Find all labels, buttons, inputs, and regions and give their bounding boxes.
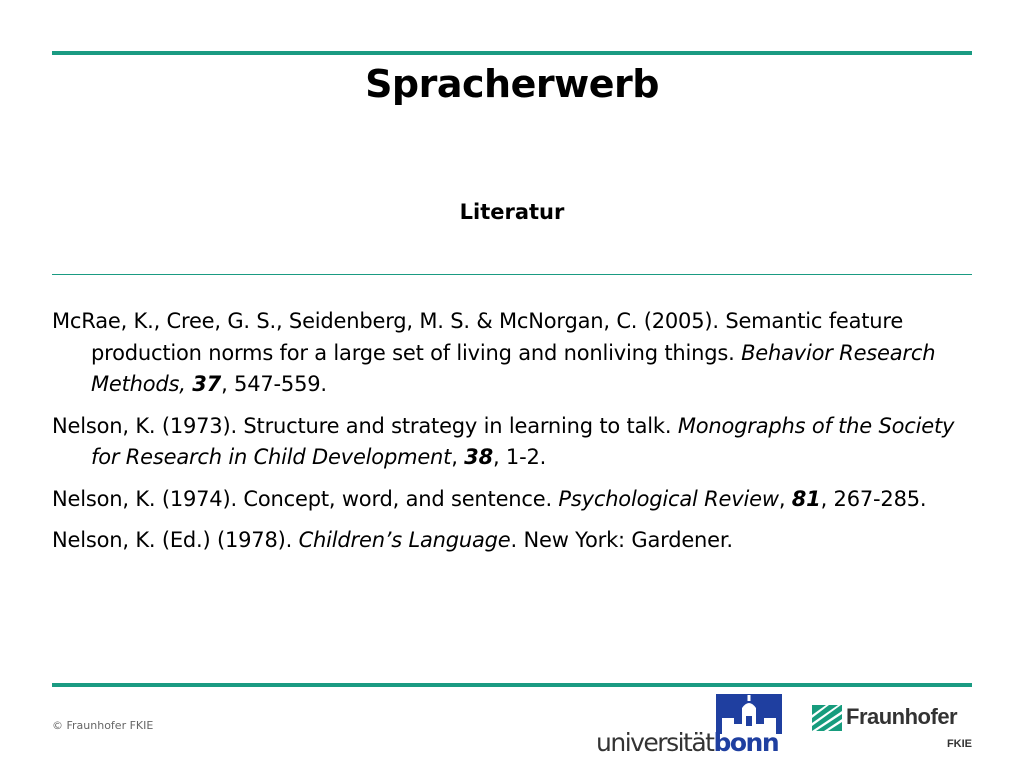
slide-subtitle: Literatur [459,200,565,224]
reference-book-title: Children’s Language [298,528,511,552]
reference-authors-title: Nelson, K. (1974). Concept, word, and sentence. [52,486,559,511]
reference-item [52,484,972,516]
bonn-wordmark: universitätbonn [596,728,779,757]
reference-item [52,525,972,557]
copyright-notice: © Fraunhofer FKIE [52,719,154,732]
reference-pages: , 267-285. [820,486,927,511]
reference-journal: Monographs of the Society for Research in Child Development [91,413,955,469]
reference-publisher: . New York: Gardener. [510,528,733,552]
reference-journal: Psychological Review [558,486,779,511]
university-bonn-logo [596,694,784,762]
header-divider [52,274,972,275]
reference-separator: , [778,486,792,511]
fraunhofer-mark-icon [812,705,842,731]
reference-volume: 81 [791,486,821,511]
reference-volume: 37 [192,372,222,396]
fraunhofer-name: Fraunhofer [846,704,958,729]
reference-pages: , 1-2. [492,445,547,469]
reference-journal: Behavior Research Methods, [91,340,936,396]
fraunhofer-logo [812,704,974,754]
reference-authors-title: McRae, K., Cree, G. S., Seidenberg, M. S. & McNorgan, C. (2005). Semantic feature production norms for a large set of living and nonliving things. [52,309,904,365]
slide-title: Spracherwerb [365,62,659,106]
footer-rule [52,683,972,687]
fraunhofer-unit: FKIE [946,738,972,750]
reference-authors-title: Nelson, K. (Ed.) (1978). [52,528,299,552]
reference-item [52,306,972,401]
reference-volume: 38 [464,445,493,469]
reference-item [52,411,972,474]
reference-list [52,306,972,567]
reference-authors-title: Nelson, K. (1973). Structure and strategy in learning to talk. [52,413,678,438]
reference-pages: , 547-559. [221,372,327,396]
reference-separator: , [451,445,465,469]
top-rule [52,51,972,55]
